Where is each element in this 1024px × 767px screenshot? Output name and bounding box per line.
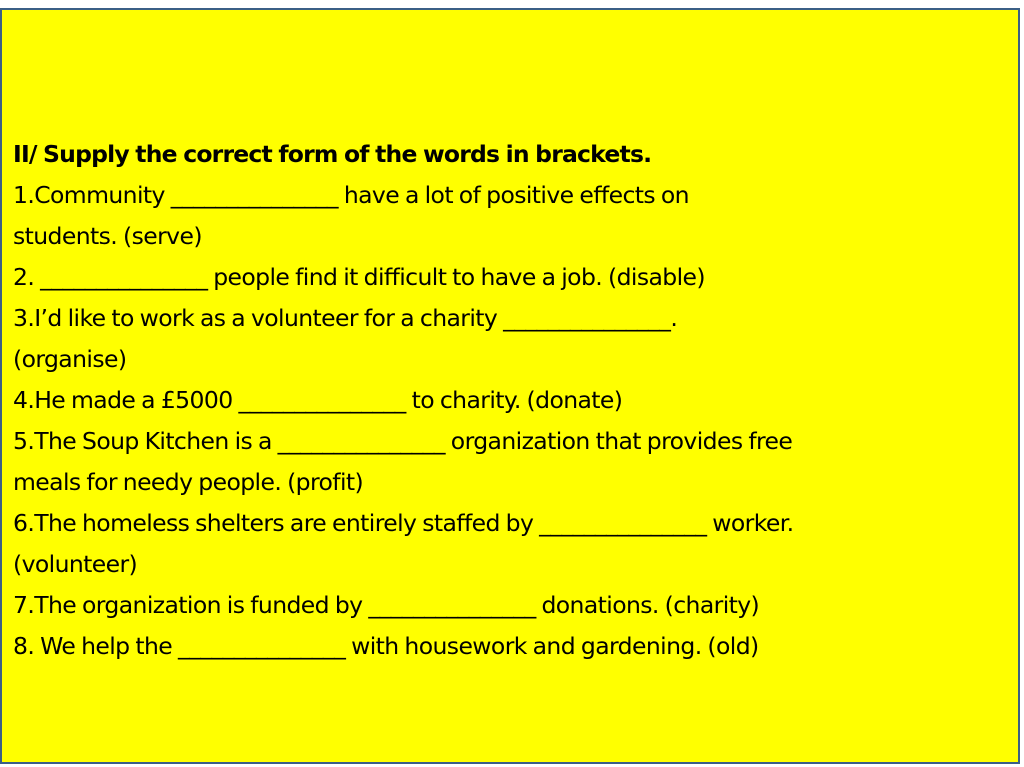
question-6-line-1: 6.The homeless shelters are entirely staffed by _______________ worker. [13,509,794,537]
question-6-line-2: (volunteer) [13,550,138,578]
question-7: 7.The organization is funded by _______________ donations. (charity) [13,591,760,619]
question-3-line-2: (organise) [13,345,127,373]
question-1-line-1: 1.Community _______________ have a lot of positive effects on [13,181,689,209]
exercise-heading: II/ Supply the correct form of the words in brackets. [13,140,652,168]
question-1-line-2: students. (serve) [13,222,202,250]
question-3-line-1: 3.I’d like to work as a volunteer for a charity _______________. [13,304,678,332]
question-4: 4.He made a £5000 _______________ to charity. (donate) [13,386,623,414]
question-8: 8. We help the _______________ with housework and gardening. (old) [13,632,759,660]
question-5-line-2: meals for needy people. (profit) [13,468,364,496]
question-5-line-1: 5.The Soup Kitchen is a _______________ organization that provides free [13,427,793,455]
exercise-slide [0,8,1020,764]
exercise-content [13,134,1015,667]
question-2: 2. _______________ people find it difficult to have a job. (disable) [13,263,705,291]
